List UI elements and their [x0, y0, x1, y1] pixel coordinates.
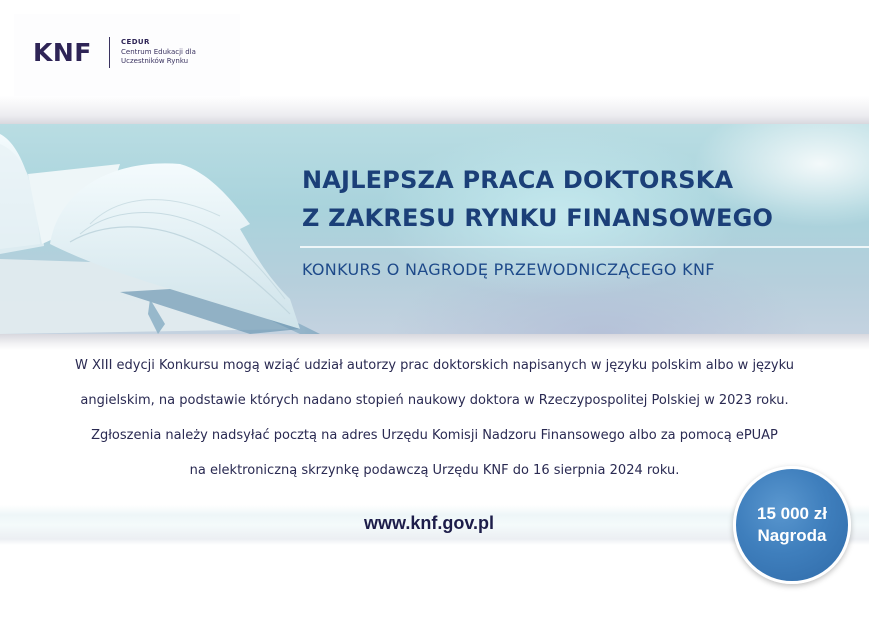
body-line-3: Zgłoszenia należy nadsyłać pocztą na adres Urzędu Komisji Nadzoru Finansowego albo za pomocą ePUAP [91, 428, 778, 443]
banner-subtitle: KONKURS O NAGRODĘ PRZEWODNICZĄCEGO KNF [302, 260, 715, 279]
prize-amount: 15 000 zł [757, 504, 827, 523]
website-link[interactable]: www.knf.gov.pl [364, 513, 494, 533]
prize-badge [733, 466, 851, 584]
logo-unit: CEDUR [121, 38, 150, 46]
logo-divider [109, 37, 110, 68]
top-shadow-strip [0, 96, 869, 124]
title-line-1: NAJLEPSZA PRACA DOKTORSKA [302, 166, 734, 194]
body-line-1: W XIII edycji Konkursu mogą wziąć udział autorzy prac doktorskich napisanych w języku polskim albo w języku [75, 358, 794, 373]
title-divider [300, 246, 869, 248]
body-line-2: angielskim, na podstawie których nadano stopień naukowy doktora w Rzeczypospolitej Polskiej w 2023 roku. [80, 393, 789, 408]
open-book-icon [0, 124, 320, 334]
logo-block [14, 14, 240, 96]
prize-label: Nagroda [757, 526, 827, 545]
title-line-2: Z ZAKRESU RYNKU FINANSOWEGO [302, 204, 774, 232]
hero-banner [0, 124, 869, 334]
knf-logo: KNF [33, 38, 92, 67]
body-line-4: na elektroniczną skrzynkę podawczą Urzędu KNF do 16 sierpnia 2024 roku. [189, 463, 680, 478]
logo-unit-full: Centrum Edukacji dla Uczestników Rynku [121, 48, 196, 65]
announcement-text [0, 348, 869, 488]
